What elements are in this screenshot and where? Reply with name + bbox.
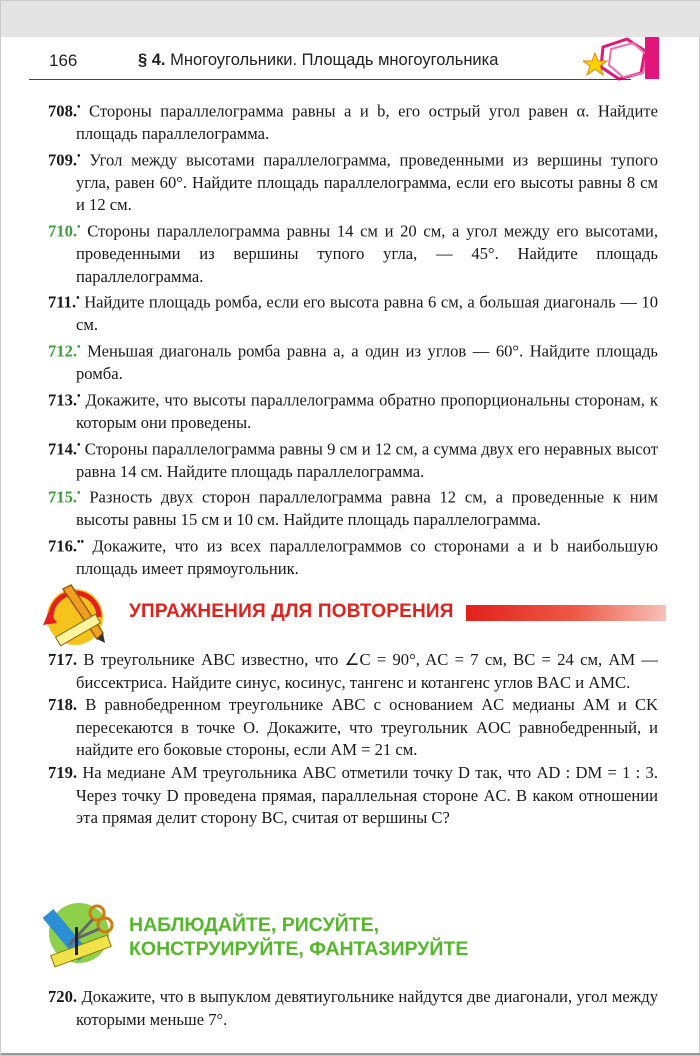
star-hexagon-icon: [583, 33, 663, 83]
creative-heading-line2: КОНСТРУИРУЙТЕ, ФАНТАЗИРУЙТЕ: [129, 938, 469, 960]
difficulty-mark: •: [77, 342, 81, 354]
review-banner: [41, 581, 666, 651]
difficulty-mark: •: [77, 488, 81, 500]
problem-text: Докажите, что из всех параллелограммов со сторонами a и b наибольшую площадь имеет прямоугольник.: [76, 536, 658, 579]
problem-number: 708.: [48, 101, 78, 121]
problem-number: 717.: [48, 650, 78, 669]
problem-item: [48, 97, 658, 146]
header-rule: [29, 79, 631, 80]
problem-text: В равнобедренном треугольнике ABC с основанием AC медианы AM и CK пересекаются в точке O. Докажите, что треугольник AOC равнобедренный, и найдите его боковые стороны, если AM = 21 см.: [76, 695, 658, 760]
problem-number: 718.: [48, 695, 78, 715]
pencil-ruler-icon: [41, 581, 127, 651]
review-problem-list: [48, 649, 658, 830]
problem-text: Угол между высотами параллелограмма, проведенными из вершины тупого угла, равен 60°. Найдите площадь параллелограмма, если его высоты равны 8 см и 12 см.: [76, 150, 658, 215]
problem-number: 711.: [48, 292, 77, 312]
problem-item: [48, 762, 658, 830]
top-band: [1, 1, 700, 37]
review-heading-bar: [466, 605, 666, 621]
problem-text: Докажите, что в выпуклом девятиугольнике найдутся две диагонали, угол между которыми меньше 7°.: [76, 987, 658, 1029]
problem-text: Стороны параллелограмма равны a и b, его острый угол равен α. Найдите площадь параллелограмма.: [76, 101, 658, 144]
problem-list: [48, 97, 658, 581]
difficulty-mark: •: [76, 293, 80, 305]
problem-item: [48, 337, 658, 386]
problem-item: [48, 217, 658, 288]
problem-item: [48, 483, 658, 532]
creative-banner: [41, 897, 666, 977]
problem-number: 712.: [48, 341, 78, 361]
review-heading: УПРАЖНЕНИЯ ДЛЯ ПОВТОРЕНИЯ: [129, 601, 454, 622]
bottom-rule: [1, 1053, 700, 1055]
scissors-ruler-icon: [41, 897, 127, 977]
problem-text: Найдите площадь ромба, если его высота равна 6 см, а большая диагональ — 10 см.: [76, 292, 658, 335]
problem-text: Докажите, что высоты параллелограмма обратно пропорциональны сторонам, к которым они проведены.: [76, 390, 658, 432]
section-heading: [138, 51, 498, 70]
problem-item: [48, 386, 658, 435]
difficulty-mark: •: [77, 102, 81, 113]
difficulty-mark: •: [77, 439, 81, 451]
section-title: Многоугольники. Площадь многоугольника: [170, 51, 499, 69]
problem-item: [48, 532, 658, 581]
creative-heading: [129, 913, 468, 961]
problem-item: [48, 649, 658, 694]
problem-number: 719.: [48, 762, 78, 782]
problem-number: 714.: [48, 439, 78, 459]
problem-text: На медиане AM треугольника ABC отметили точку D так, что AD : DM = 1 : 3. Через точку D проведена прямая, параллельная стороне AC. В каком отношении эта прямая делит сторону BC, считая от вершины C?: [76, 762, 658, 828]
creative-heading-line1: НАБЛЮДАЙТЕ, РИСУЙТЕ,: [129, 914, 380, 936]
difficulty-mark: ••: [77, 536, 85, 548]
problem-item: [48, 146, 658, 217]
page-number: 166: [49, 51, 78, 70]
problem-text: Стороны параллелограмма равны 9 см и 12 см, а сумма двух его неравных высот равна 14 см. Найдите площадь параллелограмма.: [76, 439, 658, 481]
problem-text: В треугольнике ABC известно, что ∠C = 90°, AC = 7 см, BC = 24 см, AM — биссектриса. Найдите синус, косинус, тангенс и котангенс углов BAC и AMC.: [76, 650, 658, 692]
problem-item: [48, 986, 658, 1031]
difficulty-mark: •: [77, 150, 81, 162]
problem-number: 720.: [48, 987, 78, 1006]
problem-text: Стороны параллелограмма равны 14 см и 20 см, а угол между его высотами, проведенными из вершины тупого угла, — 45°. Найдите площадь параллелограмма.: [76, 221, 658, 286]
difficulty-mark: •: [77, 390, 81, 402]
problem-number: 715.: [48, 487, 78, 507]
problem-item: [48, 288, 658, 337]
difficulty-mark: •: [77, 222, 81, 234]
problem-number: 713.: [48, 390, 78, 410]
problem-number: 716.: [48, 536, 78, 556]
problem-item: [48, 694, 658, 762]
creative-problem-list: [48, 986, 658, 1031]
problem-text: Разность двух сторон параллелограмма равна 12 см, а проведенные к ним высоты равны 15 см и 10 см. Найдите площадь параллелограмма.: [76, 487, 659, 530]
problem-number: 710.: [48, 221, 78, 241]
problem-number: 709.: [48, 150, 78, 170]
problem-text: Меньшая диагональ ромба равна a, а один из углов — 60°. Найдите площадь ромба.: [76, 341, 658, 384]
section-label: § 4.: [138, 51, 166, 69]
problem-item: [48, 435, 658, 484]
